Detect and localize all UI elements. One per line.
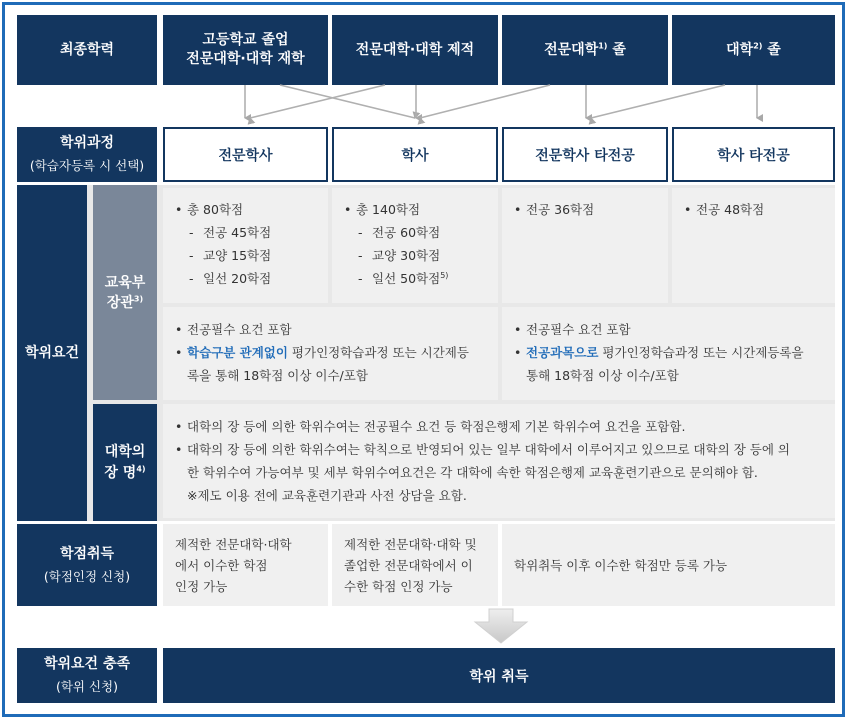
bachelor-major: - 전공 60학점 [342,221,488,244]
bachelor-total: • 총 140학점 [342,198,488,221]
associate-general: - 일선 20학점 [173,267,318,290]
credit-acquisition-sub: (학점인정 신청) [43,568,131,584]
final-education-label: 최종학력 [17,15,157,85]
bachelor-general: - 일선 50학점$^{5)}$ [342,267,488,290]
credit-after-degree: 학위취득 이후 이수한 학점만 등록 가능 [502,524,835,606]
university-head-label: 대학의 장 명$^{4)}$ [93,404,157,521]
associate-total: • 총 80학점 [173,198,318,221]
header-col1-line2: 전문대학·대학 재학 [186,51,305,67]
course-bachelor: 학사 [332,127,498,182]
degree-course-sub: (학습자등록 시 선택) [29,158,145,173]
associate-major: - 전공 45학점 [173,221,318,244]
header-expelled: 전문대학·대학 제적 [332,15,498,85]
university-condition-1: • 대학의 장 등에 의한 학위수여는 전공필수 요건 등 학점은행제 기본 학위수여 요건을 포함함. [173,415,825,438]
associate-other-credits [502,188,668,303]
header-col1-line1: 고등학교 졸업 [202,32,289,48]
credit-acquisition-label: 학점취득 (학점인정 신청) [17,524,157,606]
education-path-diagram [2,2,845,717]
credit-expelled-current: 제적한 전문대학·대학 에서 이수한 학점 인정 가능 [163,524,328,606]
other-major-conditions [502,307,835,400]
bachelor-other-major: • 전공 48학점 [682,198,825,221]
minister-label: 교육부 장관$^{3)}$ [93,185,157,400]
associate-bachelor-conditions [163,307,498,400]
course-associate-other-major: 전문학사 타전공 [502,127,668,182]
university-conditions [163,404,835,518]
header-college-graduate: 전문대학$^{1)}$ 졸 [502,15,668,85]
path-arrows [5,5,842,130]
requirements-fulfilled-sub: (학위 신청) [55,679,119,694]
bachelor-liberal: - 교양 30학점 [342,244,488,267]
bachelor-credits [332,188,498,303]
right-condition-2: • 전공과목으로 평가인정학습과정 또는 시간제등록을 통해 18학점 이상 이수/포함 [512,341,825,387]
associate-other-major: • 전공 36학점 [512,198,658,221]
bachelor-other-credits [672,188,835,303]
course-bachelor-other-major: 학사 타전공 [672,127,835,182]
university-label-line1: 대학의 [104,443,146,460]
header-university-graduate: 대학$^{2)}$ 졸 [672,15,835,85]
degree-acquired: 학위 취득 [163,648,835,703]
left-condition-2: • 학습구분 관계없이 평가인정학습과정 또는 시간제등 록을 통해 18학점 이상 이수/포함 [173,341,488,387]
associate-credits [163,188,328,303]
university-note: ※제도 이용 전에 교육훈련기관과 사전 상담을 요함. [187,488,467,503]
right-condition-1: • 전공필수 요건 포함 [512,318,825,341]
credit-expelled-graduate: 제적한 전문대학·대학 및 졸업한 전문대학에서 이 수한 학점 인정 가능 [332,524,498,606]
associate-liberal: - 교양 15학점 [173,244,318,267]
course-associate: 전문학사 [163,127,328,182]
university-condition-2: • 대학의 장 등에 의한 학위수여는 학칙으로 반영되어 있는 일부 대학에서 이루어지고 있으므로 대학의 장 등에 의 한 학위수여 가능여부 및 세부 학위수여요건은 각 대학에 속한 학점은행제 교육훈련기관으로 문의해야 함. [173,438,825,484]
requirements-fulfilled-label: 학위요건 충족 (학위 신청) [17,648,157,703]
degree-course-label: 학위과정 (학습자등록 시 선택) [17,127,157,182]
degree-requirements-label: 학위요건 [17,185,87,521]
down-arrow-icon [473,608,529,644]
minister-label-line1: 교육부 [104,274,146,291]
left-condition-1: • 전공필수 요건 포함 [173,318,488,341]
